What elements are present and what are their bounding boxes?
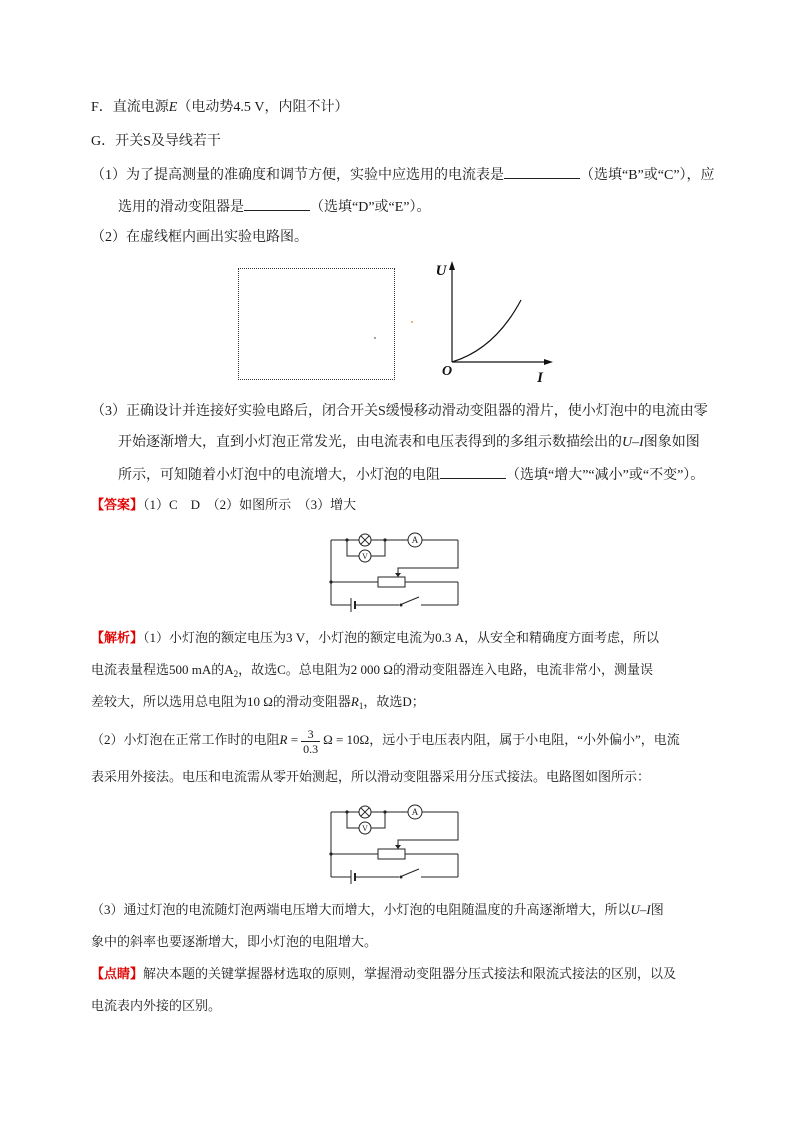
rheostat-subscript: 1 bbox=[358, 701, 364, 711]
analysis-line-6 bbox=[91, 900, 664, 920]
answer-blank-ammeter bbox=[504, 164, 580, 179]
ammeter-label: A bbox=[411, 535, 419, 545]
wire-to-slider bbox=[398, 812, 458, 845]
analysis-p3-text-b: 图 bbox=[650, 902, 664, 917]
switch-pivot bbox=[400, 604, 403, 607]
question-1-text: （1）为了提高测量的准确度和调节方便，实验中应选用的电流表是 bbox=[91, 168, 504, 183]
rheostat-icon bbox=[378, 849, 405, 859]
question-3-line-3 bbox=[118, 464, 704, 486]
analysis-tag: 【解析】 bbox=[91, 630, 144, 645]
question-2: （2）在虚线框内画出实验电路图。 bbox=[91, 230, 308, 245]
analysis-p1-text-3a: 差较大，所以选用总电阻为10 Ω的滑动变阻器 bbox=[91, 694, 351, 709]
question-3-line-1: （3）正确设计并连接好实验电路后，闭合开关S缓慢移动滑动变阻器的滑片，使小灯泡中的电流由零 bbox=[91, 404, 708, 419]
analysis-p1-text-2a: 电流表量程选500 mA的A bbox=[91, 662, 234, 677]
question-3-text-3: 所示，可知随着小灯泡中的电流增大，小灯泡的电阻 bbox=[118, 468, 440, 483]
switch-icon bbox=[402, 869, 419, 876]
option-f-symbol: E bbox=[168, 100, 178, 115]
circuit-diagram-analysis bbox=[325, 804, 465, 888]
question-3-text-2-end: 图象如图 bbox=[643, 435, 700, 450]
junction-dot bbox=[345, 538, 348, 541]
formula-symbol: R bbox=[279, 732, 288, 747]
answer-line bbox=[91, 495, 356, 515]
wire-voltmeter-right bbox=[371, 812, 385, 828]
wire-voltmeter-left bbox=[347, 812, 359, 828]
ammeter-label: A bbox=[411, 807, 419, 817]
circuit-drawing-box bbox=[238, 268, 395, 380]
switch-pivot bbox=[400, 876, 403, 879]
question-3-text-2: 开始逐渐增大，直到小灯泡正常发光，由电流表和电压表得到的多组示数描绘出的 bbox=[118, 435, 622, 450]
formula-fraction bbox=[301, 727, 320, 756]
analysis-p1-text: （1）小灯泡的额定电压为3 V，小灯泡的额定电流为0.3 A，从安全和精确度方面考虑，所以 bbox=[143, 630, 660, 645]
i-axis-arrow bbox=[544, 359, 553, 365]
answer-text: （1）C D （2）如图所示 （3）增大 bbox=[143, 497, 357, 512]
circuit-diagram-answer bbox=[325, 532, 465, 616]
u-i-symbol: U–I bbox=[630, 902, 651, 917]
slider-arrow-icon bbox=[395, 845, 401, 849]
junction-dot bbox=[329, 580, 332, 583]
analysis-p1-text-2b: ，故选C。总电阻为2 000 Ω的滑动变阻器连入电路，电流非常小，测量误 bbox=[238, 662, 653, 677]
stray-dot bbox=[374, 337, 376, 339]
wire-voltmeter-right bbox=[371, 540, 385, 556]
tip-line-2: 电流表内外接的区别。 bbox=[91, 998, 222, 1013]
question-1-text-2: 选用的滑动变阻器是 bbox=[118, 200, 244, 215]
origin-label: O bbox=[441, 364, 453, 379]
question-1-line-2 bbox=[118, 196, 431, 218]
switch-icon bbox=[402, 597, 419, 604]
analysis-line-2 bbox=[91, 660, 653, 680]
analysis-p2-text-a: （2）小灯泡在正常工作时的电阻 bbox=[91, 732, 280, 747]
stray-mark bbox=[411, 321, 413, 323]
analysis-line-7: 象中的斜率也要逐渐增大，即小灯泡的电阻增大。 bbox=[91, 934, 378, 949]
ammeter-subscript: 2 bbox=[233, 669, 239, 679]
i-axis-label: I bbox=[537, 370, 543, 386]
rheostat-symbol: R bbox=[350, 694, 359, 709]
question-3-choice: （选填“增大”“减小”或“不变”）。 bbox=[506, 468, 705, 483]
voltmeter-label: V bbox=[362, 824, 368, 833]
analysis-line-5: 表采用外接法。电压和电流需从零开始测起，所以滑动变阻器采用分压式接法。电路图如图所示： bbox=[91, 769, 651, 784]
u-i-curve bbox=[452, 300, 521, 362]
junction-dot bbox=[329, 852, 332, 855]
tip-line-1 bbox=[91, 964, 676, 984]
wire-voltmeter-left bbox=[347, 540, 359, 556]
formula-numerator: 3 bbox=[301, 727, 320, 742]
question-1-choice-2: （选填“D”或“E”）。 bbox=[310, 200, 431, 215]
junction-dot bbox=[345, 810, 348, 813]
tip-text: 解决本题的关键掌握器材选取的原则，掌握滑动变阻器分压式接法和限流式接法的区别，以及 bbox=[143, 966, 677, 981]
question-1-line-1 bbox=[91, 164, 715, 186]
answer-tag: 【答案】 bbox=[91, 497, 144, 512]
u-axis-arrow bbox=[449, 261, 455, 270]
junction-dot bbox=[383, 538, 386, 541]
question-1-choice: （选填“B”或“C”），应 bbox=[580, 168, 715, 183]
analysis-line-4 bbox=[91, 725, 680, 756]
formula-equals: = bbox=[290, 732, 299, 747]
formula-denominator: 0.3 bbox=[303, 741, 319, 756]
junction-dot bbox=[383, 810, 386, 813]
option-f-detail: （电动势4.5 V，内阻不计） bbox=[177, 100, 349, 115]
analysis-p3-text-a: （3）通过灯泡的电流随灯泡两端电压增大而增大，小灯泡的电阻随温度的升高逐渐增大，所以 bbox=[91, 902, 631, 917]
tip-tag: 【点睛】 bbox=[91, 966, 144, 981]
option-f-prefix: F．直流电源 bbox=[91, 100, 169, 115]
answer-blank-rheostat bbox=[244, 196, 310, 211]
question-3-line-2 bbox=[118, 433, 700, 453]
slider-arrow-icon bbox=[395, 573, 401, 577]
option-g: G．开关S及导线若干 bbox=[91, 134, 221, 149]
wire-to-slider bbox=[398, 540, 458, 573]
analysis-p1-text-3b: ，故选D； bbox=[363, 694, 425, 709]
formula-result: Ω = 10Ω bbox=[323, 732, 370, 747]
voltmeter-label: V bbox=[362, 552, 368, 561]
analysis-line-1 bbox=[91, 628, 659, 648]
analysis-line-3 bbox=[91, 692, 425, 712]
analysis-p2-text-b: ，远小于电压表内阻，属于小电阻，“小外偏小”，电流 bbox=[369, 732, 680, 747]
rheostat-icon bbox=[378, 577, 405, 587]
option-f bbox=[91, 98, 348, 118]
u-i-graph bbox=[430, 255, 560, 385]
u-i-symbol: U–I bbox=[622, 435, 644, 450]
answer-blank-resistance bbox=[440, 464, 506, 479]
u-axis-label: U bbox=[435, 263, 447, 279]
